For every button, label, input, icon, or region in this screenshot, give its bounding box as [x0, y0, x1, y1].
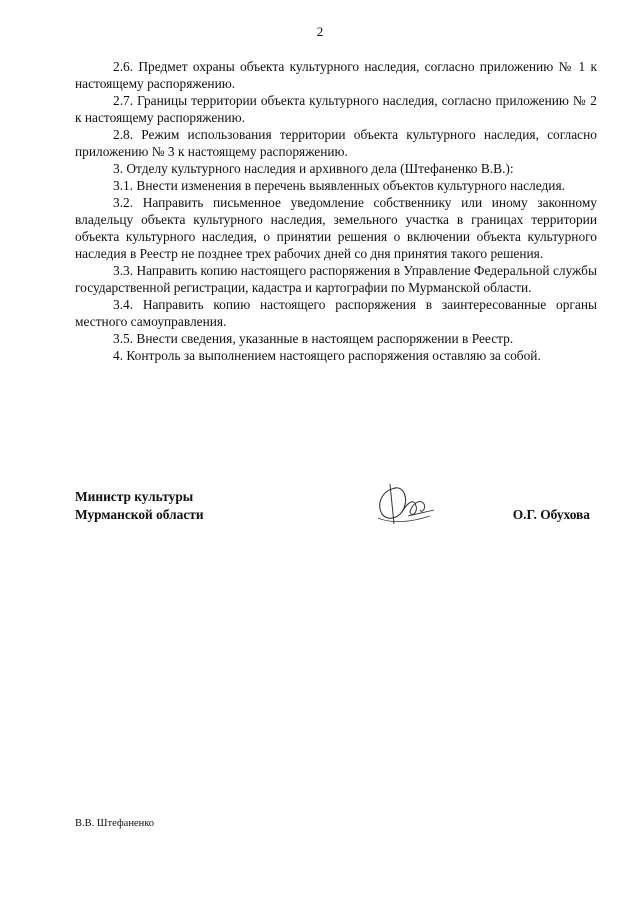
paragraph-3-5: 3.5. Внести сведения, указанные в настоящем распоряжении в Реестр.: [113, 331, 514, 346]
signatory-title: [75, 488, 204, 524]
paragraph-2-7: 2.7. Границы территории объекта культурного наследия, согласно приложению № 2 к настоящему распоряжению.: [75, 93, 597, 125]
paragraph-3: 3. Отделу культурного наследия и архивного дела (Штефаненко В.В.):: [113, 161, 514, 176]
executor-name: В.В. Штефаненко: [75, 818, 155, 829]
paragraph-3-2: 3.2. Направить письменное уведомление собственнику или иному законному владельцу объекта культурного наследия, земельного участка в границах территории объекта культурного наследия, о принятии решения о включении объекта культурного наследия в Реестр не позднее трех рабочих дней со дня принятия такого решения.: [75, 195, 597, 261]
document-body: [75, 58, 597, 364]
signatory-title-line1: Министр культуры: [75, 489, 194, 504]
paragraph-4: 4. Контроль за выполнением настоящего распоряжения оставляю за собой.: [113, 348, 541, 363]
paragraph-3-1: 3.1. Внести изменения в перечень выявленных объектов культурного наследия.: [113, 178, 565, 193]
signer-name: О.Г. Обухова: [512, 507, 590, 522]
signatory-title-line2: Мурманской области: [75, 507, 204, 522]
paragraph-3-3: 3.3. Направить копию настоящего распоряжения в Управление Федеральной службы государственной регистрации, кадастра и картографии по Мурманской области.: [75, 263, 597, 295]
handwritten-signature: [372, 478, 440, 530]
paragraph-2-8: 2.8. Режим использования территории объекта культурного наследия, согласно приложению № 3 к настоящему распоряжению.: [75, 127, 597, 159]
page-number: 2: [316, 24, 324, 39]
paragraph-2-6: 2.6. Предмет охраны объекта культурного наследия, согласно приложению № 1 к настоящему распоряжению.: [75, 59, 597, 91]
paragraph-3-4: 3.4. Направить копию настоящего распоряжения в заинтересованные органы местного самоуправления.: [75, 297, 597, 329]
